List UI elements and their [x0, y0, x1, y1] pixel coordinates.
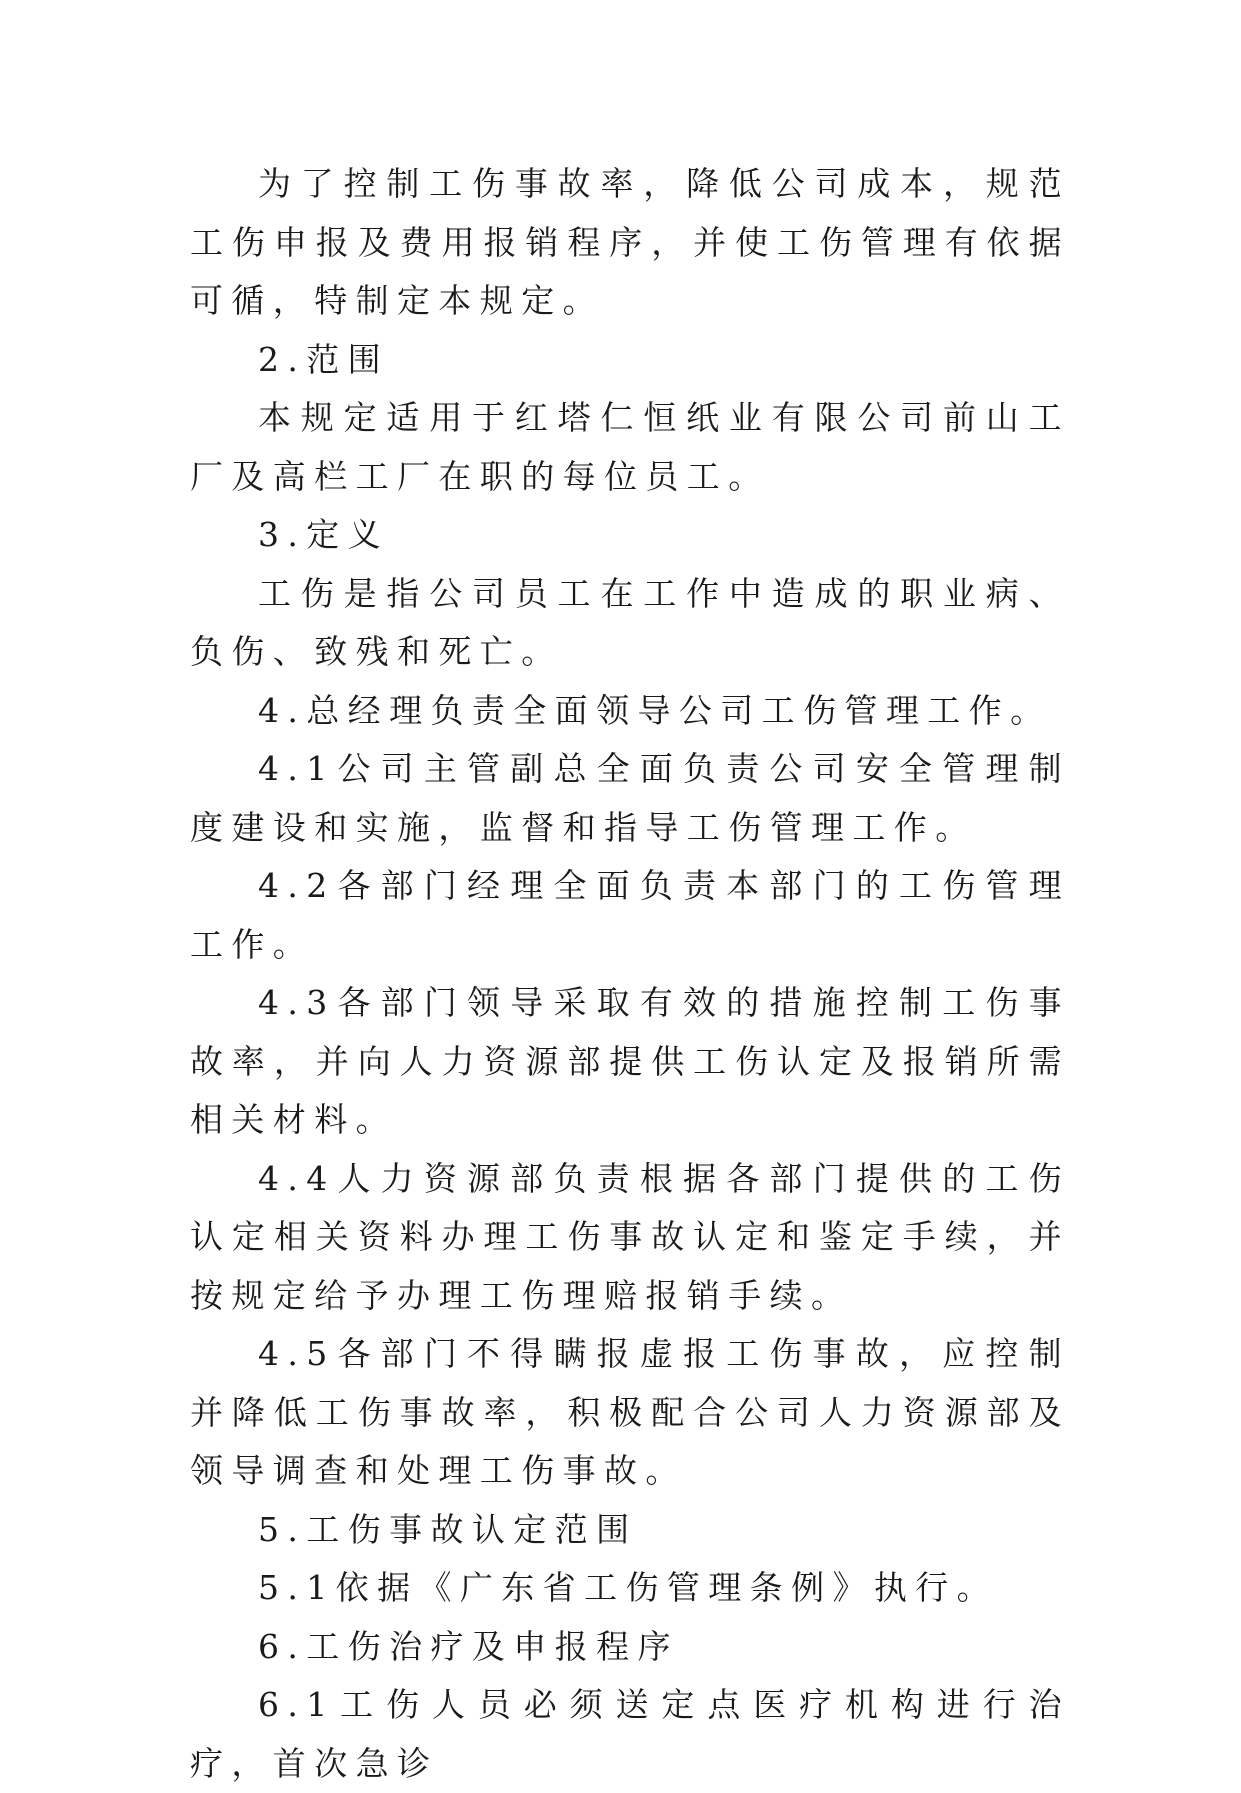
- heading-definition: 3.定义: [258, 515, 390, 554]
- paragraph-6-1: 6.1工伤人员必须送定点医疗机构进行治疗，首次急诊: [190, 1685, 1070, 1783]
- paragraph-4-2: 4.2各部门经理全面负责本部门的工伤管理工作。: [190, 866, 1070, 964]
- paragraph-5-1: 5.1依据《广东省工伤管理条例》执行。: [258, 1568, 999, 1607]
- paragraph-definition: 工伤是指公司员工在工作中造成的职业病、负伤、致残和死亡。: [190, 573, 1070, 671]
- paragraph-4-5: 4.5各部门不得瞒报虚报工伤事故，应控制并降低工伤事故率，积极配合公司人力资源部及领导调查和处理工伤事故。: [190, 1334, 1070, 1490]
- heading-scope: 2.范围: [258, 339, 390, 379]
- paragraph-responsibility: 4.总经理负责全面领导公司工伤管理工作。: [258, 690, 1052, 730]
- paragraph-4-1: 4.1公司主管副总全面负责公司安全管理制度建设和实施，监督和指导工伤管理工作。: [190, 749, 1070, 847]
- heading-injury-scope: 5.工伤事故认定范围: [258, 1509, 638, 1549]
- paragraph-4-3: 4.3各部门领导采取有效的措施控制工伤事故率，并向人力资源部提供工伤认定及报销所需相关材料。: [190, 983, 1070, 1139]
- document-body: [190, 155, 1070, 1793]
- heading-treatment-procedure: 6.工伤治疗及申报程序: [258, 1626, 679, 1666]
- paragraph-scope: 本规定适用于红塔仁恒纸业有限公司前山工厂及高栏工厂在职的每位员工。: [190, 398, 1070, 496]
- paragraph-4-4: 4.4人力资源部负责根据各部门提供的工伤认定相关资料办理工伤事故认定和鉴定手续，并按规定给予办理工伤理赔报销手续。: [190, 1158, 1070, 1315]
- paragraph-purpose: 为了控制工伤事故率，降低公司成本，规范工伤申报及费用报销程序，并使工伤管理有依据可循，特制定本规定。: [190, 164, 1070, 320]
